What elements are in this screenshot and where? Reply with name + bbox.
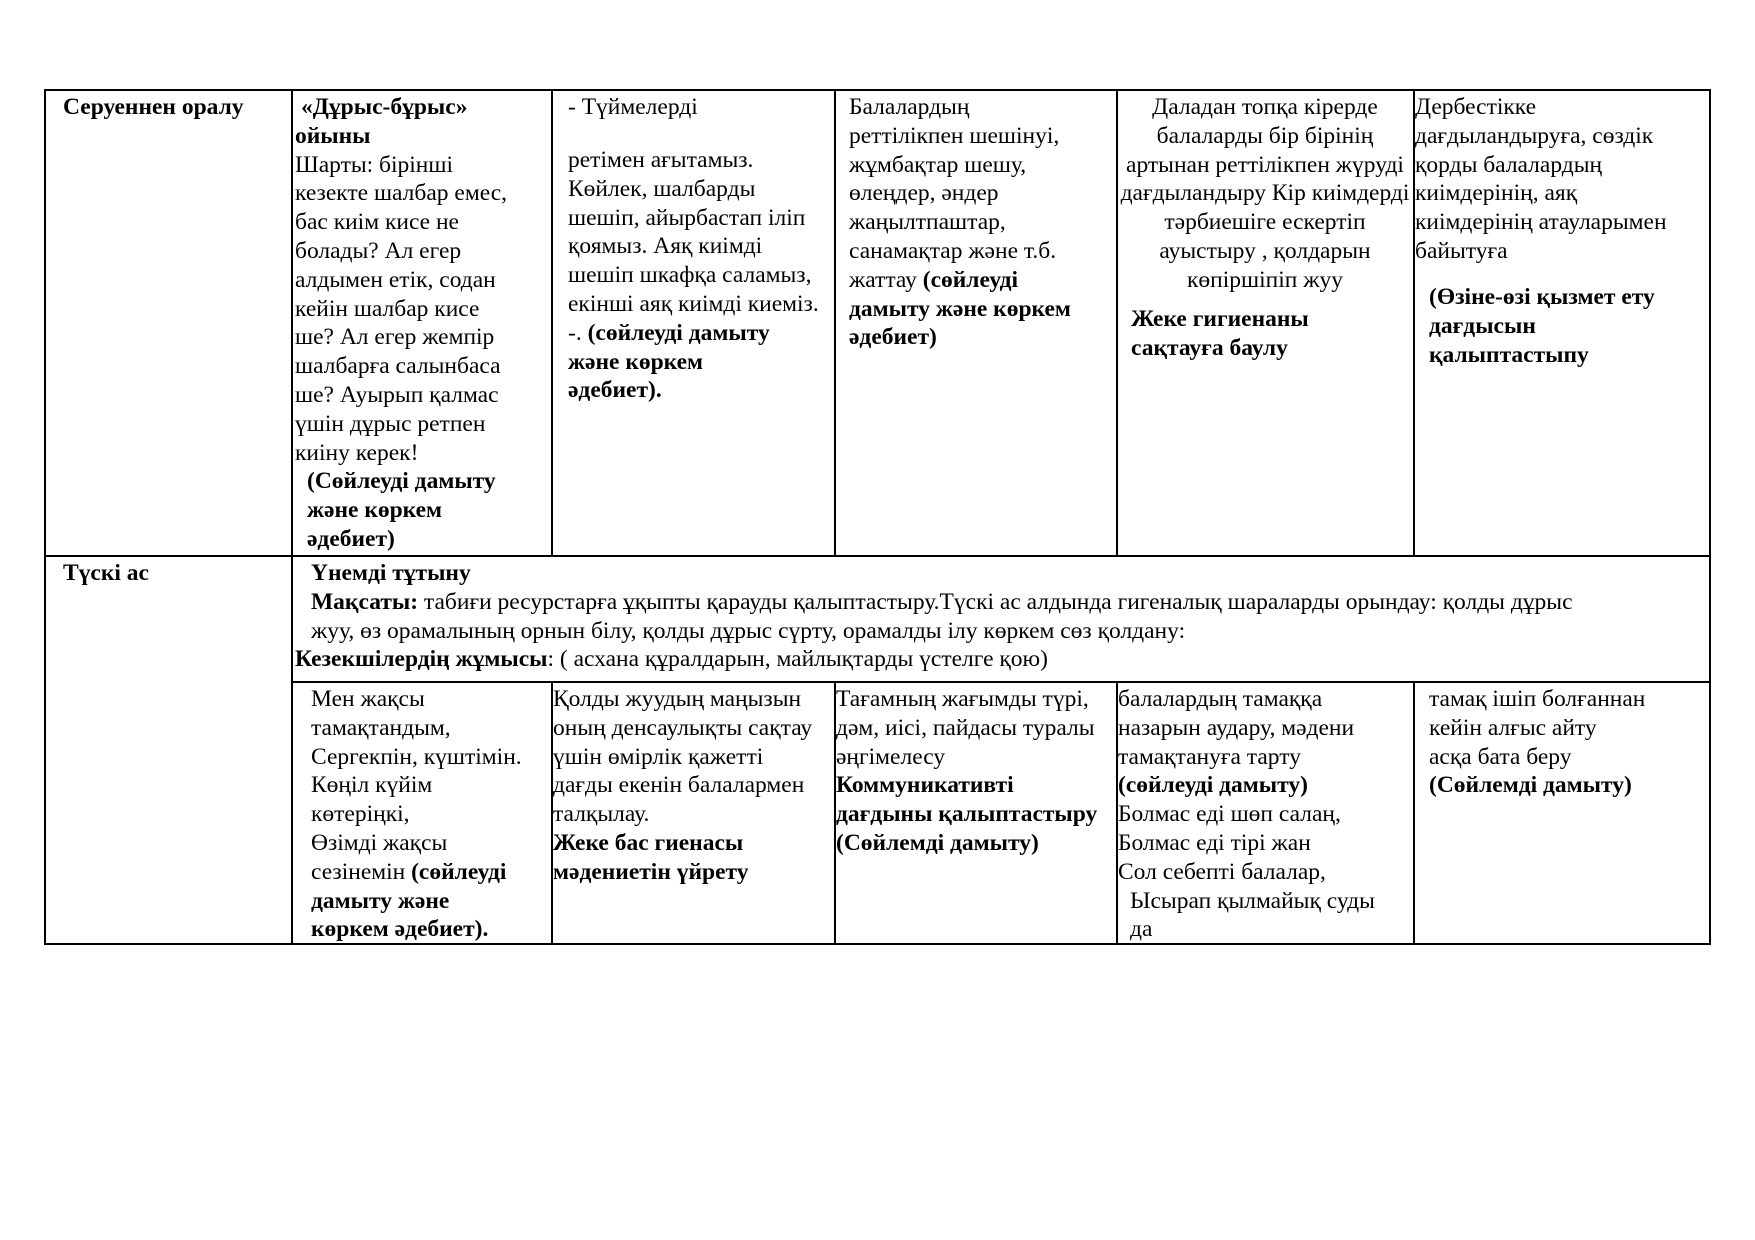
lunch-text-line: көтеріңкі, (311, 801, 410, 828)
buttons-text-line: - Түймелерді (568, 94, 698, 120)
col-divider-2-top (834, 89, 836, 556)
lunch-area-line: көркем әдебиет). (311, 916, 489, 943)
undress-text-line: санамақтар және т.б. (849, 237, 1057, 264)
entering-text-line: артынан реттілікпен жүруді (1126, 151, 1404, 178)
buttons-area-line: әдебиет). (568, 377, 662, 404)
entering-text-line: дағдыландыру Кір киімдерді (1120, 180, 1410, 207)
game-area-line: және көркем (307, 497, 443, 524)
undress-area-line: әдебиет) (849, 324, 937, 351)
lunch-text-line: әңгімелесу (836, 743, 946, 770)
independence-area-line: қалыптастыпу (1429, 341, 1589, 368)
entering-area-line: сақтауға баулу (1131, 334, 1288, 361)
lunch-text-line: кейін алғыс айту (1429, 714, 1597, 741)
independence-text-line: дағдыландыруға, сөздік (1415, 122, 1654, 149)
lunch-goal-line: жуу, өз орамалының орнын білу, қолды дұрыс сүрту, орамалды ілу көркем сөз қолдану: (311, 617, 1186, 644)
lunch-text-line: Мен жақсы (311, 686, 425, 712)
independence-text-line: байытуға (1415, 237, 1508, 264)
cell-independence (1415, 93, 1667, 266)
lunch-area-line: (сөйлеуді дамыту) (1118, 772, 1308, 799)
lunch-area-bold: (сөйлеуді (411, 858, 507, 885)
lunch-text-line: Көңіл күйім (311, 772, 433, 799)
cell-buttons-undressing (568, 93, 698, 122)
lunch-text-line: тамақ ішіп болғаннан (1429, 686, 1646, 712)
lunch-area-line: дағдыны қалыптастыру (836, 801, 1098, 828)
buttons-text-line: шешіп, айырбастап іліп (568, 204, 806, 231)
independence-text-line: киімдерінің атауларымен (1415, 209, 1667, 236)
lunch-text-line: Сергекпін, күштімін. (311, 743, 522, 770)
undress-area-bold: (сөйлеуді (922, 266, 1019, 293)
lunch-text-line: үшін өмірлік қажетті (553, 743, 764, 770)
lunch-goal-line (295, 588, 1573, 617)
lunch-area-line: дамыту және (311, 887, 450, 914)
lunch-text-line: назарын аудару, мәдени (1118, 714, 1355, 741)
row-label-lunch: Түскі ас (63, 560, 149, 586)
lunch-area-line: Жеке бас гиенасы (553, 829, 744, 856)
independence-area-line: (Өзіне-өзі қызмет ету (1429, 284, 1655, 310)
lunch-area-line: Коммуникативті (836, 772, 1014, 799)
game-area-line: әдебиет) (307, 525, 395, 552)
lunch-duty-label: Кезекшілердің жұмысы (295, 646, 548, 673)
buttons-text-line: қоямыз. Аяқ киімді (568, 233, 763, 260)
label-column-divider (291, 89, 293, 945)
lunch-text-line: Тағамның жағымды түрі, (836, 686, 1089, 712)
lunch-cell-1 (311, 685, 522, 944)
game-text-line: алдымен етік, содан (295, 266, 496, 293)
lunch-text-line: асқа бата беру (1429, 743, 1572, 770)
game-title-line: ойыны (295, 122, 371, 149)
col-divider-1-top (551, 89, 553, 556)
undress-area-line: дамыту және көркем (849, 295, 1071, 322)
entering-area-line: Жеке гигиенаны (1131, 306, 1309, 332)
buttons-area-line (568, 319, 819, 348)
buttons-text-line: екінші аяқ киімді киеміз. (568, 290, 819, 317)
independence-area-line: дағдысын (1429, 312, 1536, 339)
undress-text-line: өлеңдер, әндер (849, 180, 999, 207)
lunch-cell-4 (1118, 685, 1375, 944)
cell-entering-group (1118, 93, 1412, 295)
buttons-area-line: және көркем (568, 348, 704, 375)
buttons-text-line: шешіп шкафқа саламыз, (568, 262, 812, 289)
buttons-area-bold: (сөйлеуді дамыту (587, 319, 770, 346)
lunch-goal-label: Мақсаты: (311, 588, 419, 615)
lunch-area-line: (Сөйлемді дамыту) (836, 829, 1039, 856)
undress-text-line: реттілікпен шешінуі, (849, 122, 1060, 149)
lunch-text-line: оның денсаулықты сақтау (553, 714, 813, 741)
entering-text-line: Даладан топқа кірерде (1152, 94, 1378, 120)
lunch-text-line: дағды екенін балалармен (553, 772, 805, 799)
buttons-text-line: ретімен ағытамыз. (568, 147, 754, 173)
lunch-text-line: талқылау. (553, 801, 650, 828)
lunch-cell-5 (1429, 685, 1645, 800)
cell-undress-riddles (849, 93, 1071, 352)
cell-buttons-undressing-body (568, 146, 819, 405)
lunch-text-line: тамақтандым, (311, 714, 451, 741)
lunch-cell-3 (836, 685, 1097, 858)
lunch-duty-line (295, 645, 1573, 674)
cell-correct-wrong-game (295, 93, 507, 554)
table-border-right (1709, 89, 1711, 945)
lunch-text-line: Қолды жуудың маңызын (553, 686, 802, 712)
schedule-table (44, 89, 1711, 945)
game-text-line: ше? Ал егер жемпір (295, 324, 495, 351)
lunch-text-line: балалардың тамаққа (1118, 686, 1323, 712)
entering-text-line: ауыстыру , қолдарын (1159, 237, 1371, 264)
lunch-header (295, 559, 1573, 674)
buttons-area-prefix: -. (568, 319, 588, 346)
independence-text-line: қорды балалардың (1415, 151, 1603, 178)
game-text-line: Шарты: бірінші (295, 151, 454, 178)
undress-text-line: жаңылтпаштар, (849, 209, 1006, 236)
lunch-duty-text: : ( асхана құралдарын, майлықтарды үстелге қою) (547, 646, 1048, 673)
row-divider-lunch-content (291, 681, 1711, 683)
entering-text-line: балаларды бір бірінің (1156, 122, 1374, 149)
lunch-poem-line: Болмас еді шөп салаң, (1118, 801, 1341, 828)
entering-text-line: тәрбиешіге ескертіп (1164, 209, 1366, 236)
lunch-text-prefix: сезінемін (311, 858, 412, 885)
lunch-text-line: Өзімді жақсы (311, 829, 448, 856)
undress-text-line: Балалардың (849, 94, 970, 120)
col-divider-4-bottom (1413, 681, 1415, 945)
lunch-area-line: (Сөйлемді дамыту) (1429, 772, 1632, 799)
lunch-cell-2 (553, 685, 812, 887)
game-text-line: ше? Ауырып қалмас (295, 381, 499, 408)
game-text-line: киіну керек! (295, 439, 419, 466)
buttons-text-line: Көйлек, шалбарды (568, 175, 756, 202)
lunch-text-line: дәм, иісі, пайдасы туралы (836, 714, 1095, 741)
lunch-text-line: тамақтануға тарту (1118, 743, 1301, 770)
lunch-poem-line: Ысырап қылмайық суды (1130, 887, 1375, 914)
undress-text-line: жұмбақтар шешу, (849, 151, 1027, 178)
table-border-left (44, 89, 46, 945)
cell-entering-group-area (1131, 305, 1309, 363)
game-text-line: шалбарға салынбаса (295, 353, 501, 380)
independence-text-line: киімдерінің, аяқ (1415, 180, 1578, 207)
table-border-top (44, 89, 1711, 91)
lunch-poem-line: Сол себепті балалар, (1118, 858, 1326, 885)
lunch-text-line (311, 858, 522, 887)
entering-text-line: көпіршіпіп жуу (1187, 266, 1343, 293)
lunch-area-line: мәдениетін үйрету (553, 858, 749, 885)
lunch-poem-line: да (1130, 916, 1153, 943)
lunch-goal-text: табиғи ресурстарға ұқыпты қарауды қалыптастыру.Түскі ас алдында гигеналық шараларды орындау: қолды дұрыс (418, 588, 1573, 615)
table-border-bottom (44, 943, 1711, 945)
cell-independence-area (1429, 283, 1655, 369)
game-text-line: бас киім кисе не (295, 209, 459, 236)
lunch-poem-line: Болмас еді тірі жан (1118, 829, 1311, 856)
undress-text-prefix: жаттау (849, 266, 923, 293)
game-title-line: «Дұрыс-бұрыс» (301, 94, 468, 120)
game-text-line: кейін шалбар кисе (295, 295, 480, 322)
independence-text-line: Дербестікке (1415, 94, 1537, 120)
game-text-line: кезекте шалбар емес, (295, 180, 508, 207)
lunch-heading: Үнемді тұтыну (311, 560, 471, 586)
game-area-line: (Сөйлеуді дамыту (307, 468, 496, 495)
game-text-line: үшін дұрыс ретпен (295, 410, 486, 437)
row-divider-lunch (44, 555, 1711, 557)
undress-text-line (849, 266, 1071, 295)
row-label-return-walk: Серуеннен оралу (63, 94, 244, 120)
game-text-line: болады? Ал егер (295, 237, 462, 264)
